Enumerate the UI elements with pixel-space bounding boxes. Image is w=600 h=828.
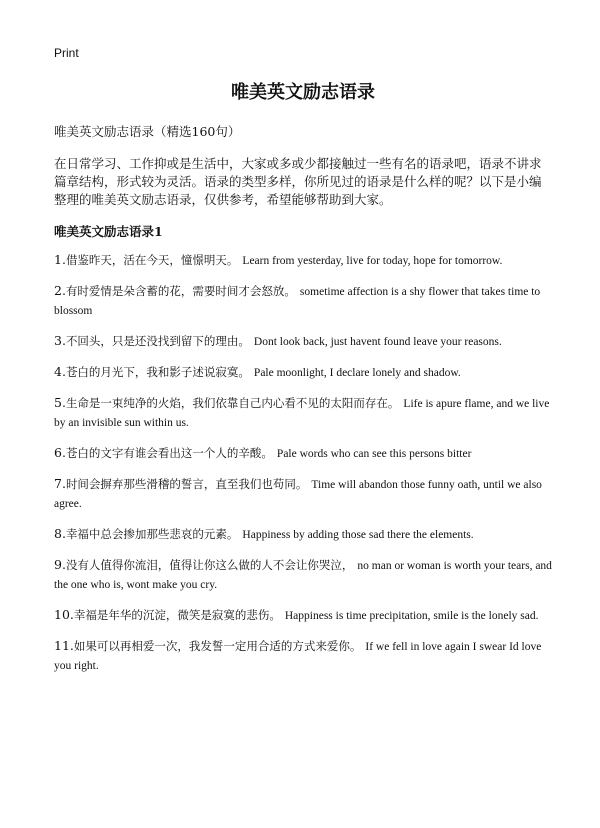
quote-item-6 [54,444,552,463]
quote-chinese: 不回头，只是还没找到留下的理由。 [65,334,250,348]
quote-number: 8. [54,526,66,541]
quote-item-9 [54,556,552,594]
page-title: 唯美英文励志语录 [231,82,375,103]
quote-item-5 [54,394,552,432]
quote-item-7 [54,475,552,513]
quote-chinese: 生命是一束纯净的火焰，我们依靠自己内心看不见的太阳而存在。 [65,396,400,410]
quote-number: 9. [54,557,66,572]
quote-number: 4. [54,364,66,379]
quote-chinese: 苍白的月光下，我和影子述说寂寞。 [65,365,250,379]
quote-item-2 [54,282,552,320]
print-label[interactable]: Print [54,46,79,60]
quote-number: 7. [54,476,66,491]
quote-number: 1. [54,252,66,267]
quote-number: 5. [54,395,66,410]
quote-item-1 [54,251,552,270]
quote-chinese: 没有人值得你流泪，值得让你这么做的人不会让你哭泣， [65,558,354,572]
quote-number: 10. [54,607,74,622]
quote-item-10 [54,606,552,625]
quote-english: Life is apure flame, and we live by an invisible sun within us. [54,398,550,429]
quote-item-8 [54,525,552,544]
quote-chinese: 幸福中总会掺加那些悲哀的元素。 [65,527,239,541]
quote-english: Pale moonlight, I declare lonely and shadow. [253,367,461,379]
quote-english: sometime affection is a shy flower that takes time to blossom [54,286,541,317]
quote-english: no man or woman is worth your tears, and the one who is, wont make you cry. [54,560,552,591]
quote-chinese: 如果可以再相爱一次，我发誓一定用合适的方式来爱你。 [73,639,362,653]
section-heading: 唯美英文励志语录1 [54,224,163,239]
quote-chinese: 苍白的文字有谁会看出这一个人的辛酸。 [65,446,273,460]
document-subtitle: 唯美英文励志语录（精选160句） [54,124,241,139]
quote-english: Learn from yesterday, live for today, hope for tomorrow. [242,255,503,267]
quote-number: 11. [54,638,74,653]
quote-english: Happiness by adding those sad there the elements. [242,529,474,541]
quote-item-11 [54,637,552,675]
quote-english: If we fell in love again I swear Id love you right. [54,641,542,672]
quote-chinese: 时间会摒弃那些滑稽的誓言，直至我们也苟同。 [65,477,308,491]
quote-number: 3. [54,333,66,348]
quote-number: 2. [54,283,66,298]
quote-chinese: 借鉴昨天，活在今天，憧憬明天。 [65,253,239,267]
quote-english: Pale words who can see this persons bitter [276,448,472,460]
quote-english: Time will abandon those funny oath, until we also agree. [54,479,542,510]
quote-item-4 [54,363,552,382]
intro-paragraph: 在日常学习、工作抑或是生活中，大家或多或少都接触过一些有名的语录吧，语录不讲求篇章结构，形式较为灵活。语录的类型多样，你所见过的语录是什么样的呢？以下是小编整理的唯美英文励志语录，仅供参考，希望能够帮助到大家。 [54,156,542,207]
quote-item-3 [54,332,552,351]
quote-english: Dont look back, just havent found leave your reasons. [253,336,502,348]
quote-chinese: 有时爱情是朵含蓄的花，需要时间才会怒放。 [65,284,296,298]
quote-chinese: 幸福是年华的沉淀，微笑是寂寞的悲伤。 [73,608,281,622]
quote-number: 6. [54,445,66,460]
quote-list [54,251,552,675]
quote-english: Happiness is time precipitation, smile is the lonely sad. [284,610,539,622]
